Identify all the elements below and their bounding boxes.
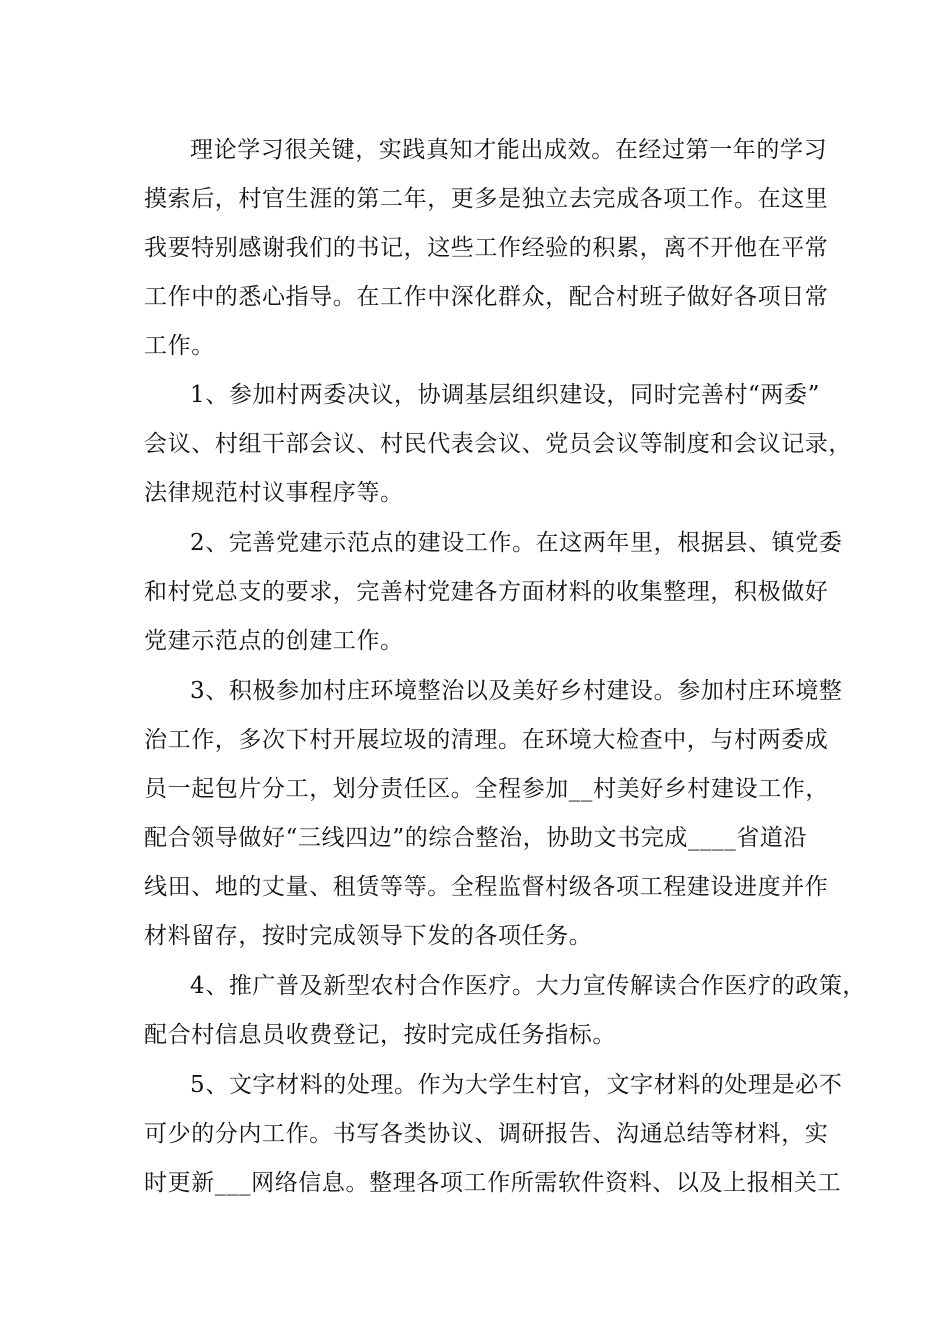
paragraph-line: 配合领导做好“三线四边”的综合整治，协助文书完成____省道沿 <box>144 825 808 851</box>
paragraph-line: 工作。 <box>144 333 215 359</box>
paragraph-line: 2、完善党建示范点的建设工作。在这两年里，根据县、镇党委 <box>190 530 843 556</box>
paragraph-line: 和村党总支的要求，完善村党建各方面材料的收集整理，积极做好 <box>144 579 829 605</box>
paragraph-line: 材料留存，按时完成领导下发的各项任务。 <box>144 923 593 949</box>
paragraph-line: 配合村信息员收费登记，按时完成任务指标。 <box>144 1022 616 1048</box>
paragraph-line: 党建示范点的创建工作。 <box>144 628 404 654</box>
paragraph-line: 1、参加村两委决议，协调基层组织建设，同时完善村“两委” <box>190 382 820 408</box>
paragraph-line: 5、文字材料的处理。作为大学生村官，文字材料的处理是必不 <box>190 1072 843 1098</box>
paragraph-line: 会议、村组干部会议、村民代表会议、党员会议等制度和会议记录， <box>144 431 852 457</box>
paragraph-line: 时更新___网络信息。整理各项工作所需软件资料、以及上报相关工 <box>144 1170 842 1196</box>
paragraph-line: 工作中的悉心指导。在工作中深化群众，配合村班子做好各项日常 <box>144 284 829 310</box>
paragraph-line: 理论学习很关键，实践真知才能出成效。在经过第一年的学习 <box>190 137 828 163</box>
paragraph-line: 摸索后，村官生涯的第二年，更多是独立去完成各项工作。在这里 <box>144 186 829 212</box>
paragraph-line: 可少的分内工作。书写各类协议、调研报告、沟通总结等材料，实 <box>144 1121 829 1147</box>
paragraph-line: 我要特别感谢我们的书记，这些工作经验的积累，离不开他在平常 <box>144 235 829 261</box>
paragraph-line: 4、推广普及新型农村合作医疗。大力宣传解读合作医疗的政策， <box>190 973 867 999</box>
paragraph-line: 法律规范村议事程序等。 <box>144 480 404 506</box>
paragraph-line: 线田、地的丈量、租赁等等。全程监督村级各项工程建设进度并作 <box>144 874 829 900</box>
paragraph-line: 员一起包片分工，划分责任区。全程参加__村美好乡村建设工作， <box>144 776 829 802</box>
paragraph-line: 治工作，多次下村开展垃圾的清理。在环境大检查中，与村两委成 <box>144 727 829 753</box>
paragraph-line: 3、积极参加村庄环境整治以及美好乡村建设。参加村庄环境整 <box>190 678 843 704</box>
